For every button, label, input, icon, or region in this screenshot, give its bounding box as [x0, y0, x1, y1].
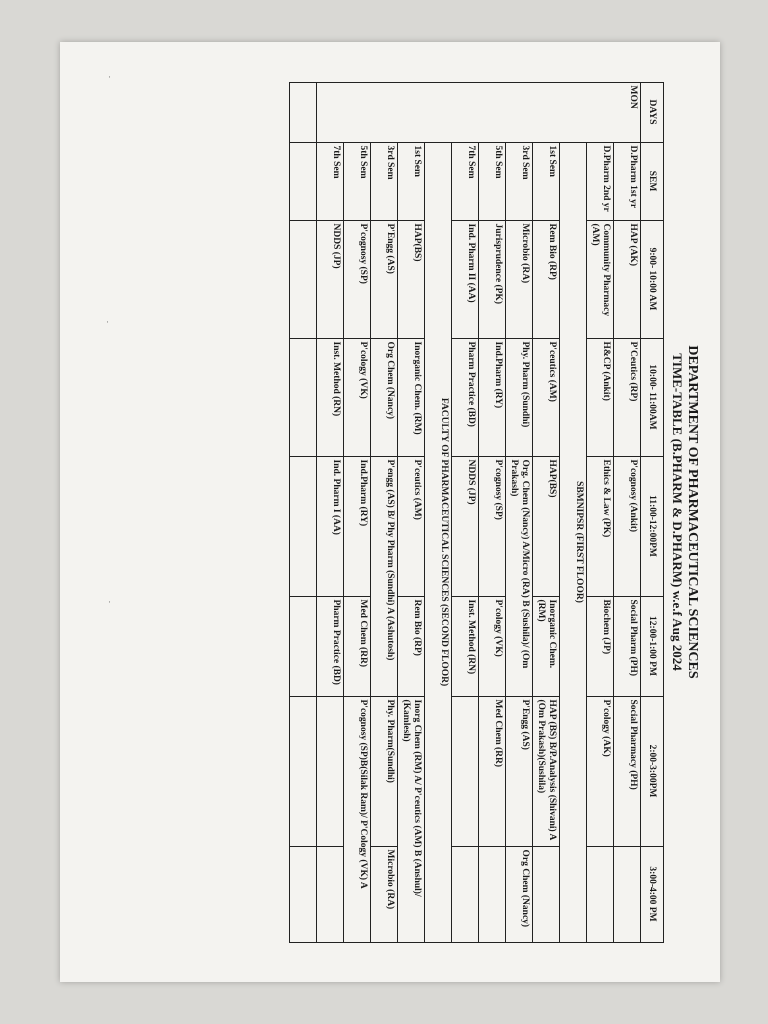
table-cell: Biochem (JP): [587, 596, 614, 696]
table-row: [317, 82, 344, 942]
table-cell: Inorganic Chem. (RM): [398, 338, 425, 456]
col-header: 12:00-1:00 PM: [641, 596, 664, 696]
header-row: [641, 82, 664, 942]
table-cell: [614, 846, 641, 942]
table-cell: P'cology (AK): [587, 696, 614, 846]
table-cell: Ind. Pharm I (AA): [317, 456, 344, 596]
scan-speck: ·: [108, 597, 111, 607]
section-band: [560, 82, 587, 942]
rotated-content: [80, 72, 700, 952]
table-cell: Microbio (RA): [506, 220, 533, 338]
table-cell: P'Engg (AS): [371, 220, 398, 338]
table-cell: Microbio (RA): [371, 846, 398, 942]
table-cell: P'Engg (AS): [506, 696, 533, 846]
document-page: [60, 42, 720, 982]
table-cell: Ethics & Law (PK): [587, 456, 614, 596]
table-cell: [479, 846, 506, 942]
table-cell: Social Pharmacy (PH): [614, 696, 641, 846]
table-cell: P'cognosy (SP): [479, 456, 506, 596]
table-cell: Rem Bio (RP): [533, 220, 560, 338]
header: [670, 72, 700, 952]
table-cell: [290, 220, 317, 338]
col-header: 9:00- 10:00 AM: [641, 220, 664, 338]
table-row: [371, 82, 398, 942]
table-cell: Med Chem (RR): [479, 696, 506, 846]
table-cell: [290, 696, 317, 846]
table-row: [398, 82, 425, 942]
table-cell: Inorganic Chem. (RM): [533, 596, 560, 696]
table-cell: [452, 696, 479, 846]
table-cell: 5th Sem: [479, 142, 506, 220]
table-cell: Rem Bio (RP): [398, 596, 425, 696]
col-header: SEM: [641, 142, 664, 220]
table-row: [344, 82, 371, 942]
table-cell: P'ceutics (AM): [398, 456, 425, 596]
table-cell: Org. Chem (Nancy) A/Micro (RA) B (Sushila)/ (Om Prakash): [506, 456, 533, 696]
table-row: [479, 82, 506, 942]
table-cell: NDDS (JP): [452, 456, 479, 596]
table-row: [506, 82, 533, 942]
table-cell: H&CP (Ankit): [587, 338, 614, 456]
scan-speck: ·: [108, 72, 111, 82]
table-cell: P'Ceutics (RP): [614, 338, 641, 456]
table-cell: Phy. Pharm(Sundhi): [371, 696, 398, 846]
table-cell: P'cology (VK): [479, 596, 506, 696]
table-cell: HAP(BS): [533, 456, 560, 596]
document-subtitle: TIME-TABLE (B.PHARM & D.PHARM) w.e.f Aug 2024: [670, 353, 685, 671]
section-band: [425, 82, 452, 942]
table-cell: [317, 846, 344, 942]
table-row: [533, 82, 560, 942]
table-cell: NDDS (JP): [317, 220, 344, 338]
table-cell: [290, 82, 317, 142]
table-cell: HAP (AK): [614, 220, 641, 338]
table-cell: [533, 846, 560, 942]
table-cell: HAP(BS): [398, 220, 425, 338]
table-cell: Pharm Practice (BD): [317, 596, 344, 696]
table-cell: Inst. Method (RN): [452, 596, 479, 696]
table-cell: 3rd Sem: [506, 142, 533, 220]
table-cell: 3rd Sem: [371, 142, 398, 220]
col-header: 2:00-3:00PM: [641, 696, 664, 846]
table-cell: [587, 846, 614, 942]
table-cell: P'engg (AS) B/ Phy Pharm (Sundhi) A (Ashutosh): [371, 456, 398, 696]
table-cell: D.Pharm 2nd yr: [587, 142, 614, 220]
col-header: 3:00-4:00 PM: [641, 846, 664, 942]
table-cell: P'cognosy (SP): [344, 220, 371, 338]
table-cell: Inorg Chem (RM) A/ P'ceutics (AM) B (Anshul)/ (Kamlesh): [398, 696, 425, 942]
col-header: 10:00- 11:00AM: [641, 338, 664, 456]
timetable: [289, 82, 664, 943]
table-cell: Org Chem (Nancy): [506, 846, 533, 942]
table-cell: 1st Sem: [398, 142, 425, 220]
table-cell: [290, 456, 317, 596]
table-cell: [290, 142, 317, 220]
table-cell: HAP (BS) B/P.Analysis (Shivani) A (Om Prakash)(Sushila): [533, 696, 560, 846]
table-cell: Community Pharmacy (AM): [587, 220, 614, 338]
table-cell: P'ceutics (AM): [533, 338, 560, 456]
table-row: [614, 82, 641, 942]
table-cell: Pharm Practice (BD): [452, 338, 479, 456]
table-cell: Phy. Pharm (Sundhi): [506, 338, 533, 456]
table-row: [452, 82, 479, 942]
table-cell: Jurisprudence (PK): [479, 220, 506, 338]
table-cell: Ind.Pharm (RY): [344, 456, 371, 596]
table-cell: P'cology (VK): [344, 338, 371, 456]
table-cell: [290, 338, 317, 456]
table-cell: [290, 596, 317, 696]
table-cell: Social Pharm (PH): [614, 596, 641, 696]
col-header: DAYS: [641, 82, 664, 142]
table-row: [587, 82, 614, 942]
table-cell: Ind.Pharm (RY): [479, 338, 506, 456]
table-cell: 7th Sem: [317, 142, 344, 220]
table-cell: Org Chem (Nancy): [371, 338, 398, 456]
table-row: [290, 82, 317, 942]
section-band-label: SBMNIPSR (FIRST FLOOR): [560, 142, 587, 942]
table-cell: Inst. Method (RN): [317, 338, 344, 456]
table-cell: P'cognosy (SP)B(Silak Ram)/ P'Cology (VK) A: [344, 696, 371, 942]
scan-speck: ·: [106, 317, 109, 327]
col-header: 11:00-12:00PM: [641, 456, 664, 596]
table-cell: 1st Sem: [533, 142, 560, 220]
table-cell: Ind. Pharm II (AA): [452, 220, 479, 338]
section-band-label: FACULTY OF PHARMACEUTICAL SCIENCES (SECOND FLOOR): [425, 142, 452, 942]
table-cell: P'cognosy (Ankit): [614, 456, 641, 596]
day-cell: MON: [317, 82, 641, 142]
table-cell: [317, 696, 344, 846]
table-cell: Med Chem (RR): [344, 596, 371, 696]
table-cell: [290, 846, 317, 942]
document-title: DEPARTMENT OF PHARMACEUTICAL SCIENCES: [685, 345, 700, 679]
table-cell: [452, 846, 479, 942]
table-cell: 5th Sem: [344, 142, 371, 220]
table-cell: 7th Sem: [452, 142, 479, 220]
table-cell: D.Pharm 1st yr: [614, 142, 641, 220]
